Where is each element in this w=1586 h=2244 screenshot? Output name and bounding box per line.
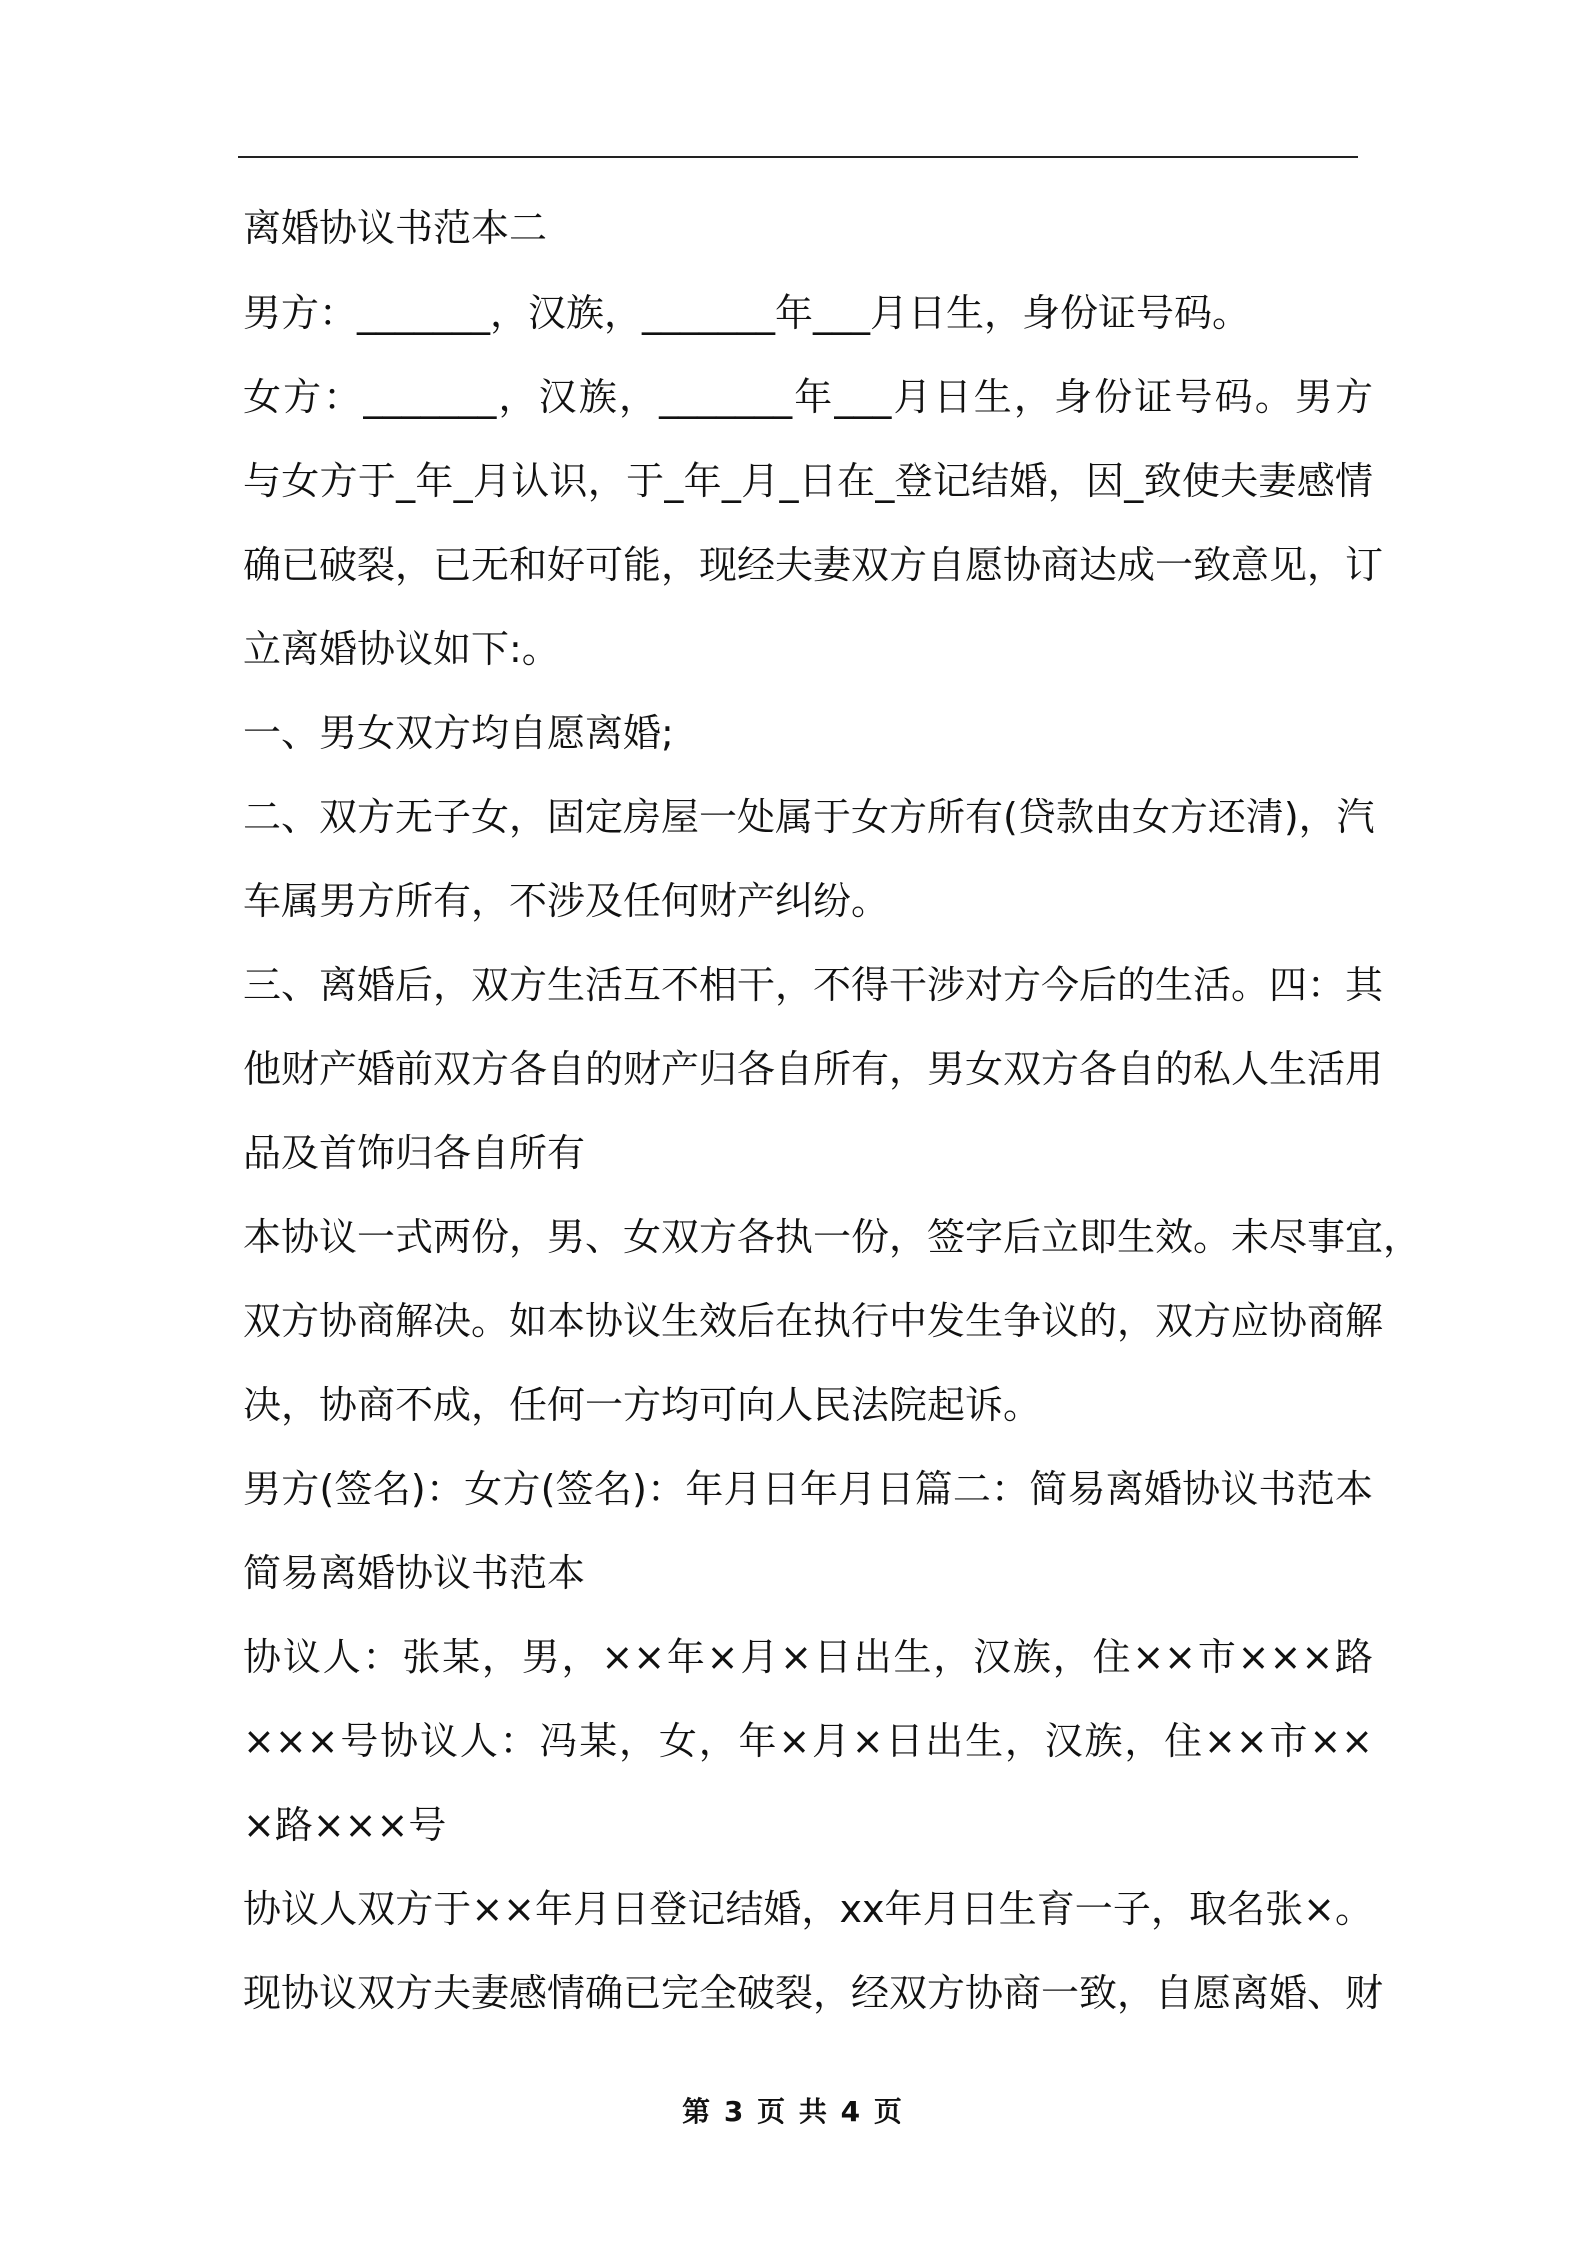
text-line: ×××号协议人：冯某，女，年×月×日出生，汉族，住××市×× — [243, 1719, 1373, 1763]
text-line: 女方：_______，汉族，_______年___月日生，身份证号码。男方 — [243, 375, 1373, 419]
section-title: 简易离婚协议书范本 — [243, 1551, 586, 1595]
text-line: 与女方于_年_月认识，于_年_月_日在_登记结婚，因_致使夫妻感情 — [243, 459, 1373, 503]
text-line: 三、离婚后，双方生活互不相干，不得干涉对方今后的生活。四：其 — [243, 963, 1384, 1007]
text-line: 决，协商不成，任何一方均可向人民法院起诉。 — [243, 1383, 1042, 1427]
text-line: 品及首饰归各自所有 — [243, 1131, 586, 1175]
text-line: ×路×××号 — [243, 1803, 447, 1847]
header-rule — [238, 156, 1358, 158]
text-line: 确已破裂，已无和好可能，现经夫妻双方自愿协商达成一致意见，订 — [243, 543, 1384, 587]
text-line: 二、双方无子女，固定房屋一处属于女方所有(贷款由女方还清)，汽 — [243, 795, 1375, 839]
page-indicator: 第 3 页 共 4 页 — [682, 2095, 904, 2128]
text-line: 立离婚协议如下:。 — [243, 627, 560, 671]
text-line: 协议人双方于××年月日登记结婚，xx年月日生育一子，取名张×。 — [243, 1887, 1373, 1931]
text-line: 男方：_______，汉族，_______年___月日生，身份证号码。 — [243, 291, 1251, 335]
text-line: 协议人：张某，男，××年×月×日出生，汉族，住××市×××路 — [243, 1635, 1373, 1679]
text-line: 男方(签名)：女方(签名)：年月日年月日篇二：简易离婚协议书范本 — [243, 1467, 1373, 1511]
text-line: 本协议一式两份，男、女双方各执一份，签字后立即生效。未尽事宜， — [243, 1215, 1422, 1259]
document-title: 离婚协议书范本二 — [243, 206, 548, 250]
text-line: 现协议双方夫妻感情确已完全破裂，经双方协商一致，自愿离婚、财 — [243, 1971, 1384, 2015]
text-line: 一、男女双方均自愿离婚; — [243, 711, 674, 755]
text-line: 双方协商解决。如本协议生效后在执行中发生争议的，双方应协商解 — [243, 1299, 1384, 1343]
text-line: 车属男方所有，不涉及任何财产纠纷。 — [243, 879, 890, 923]
text-line: 他财产婚前双方各自的财产归各自所有，男女双方各自的私人生活用 — [243, 1047, 1384, 1091]
